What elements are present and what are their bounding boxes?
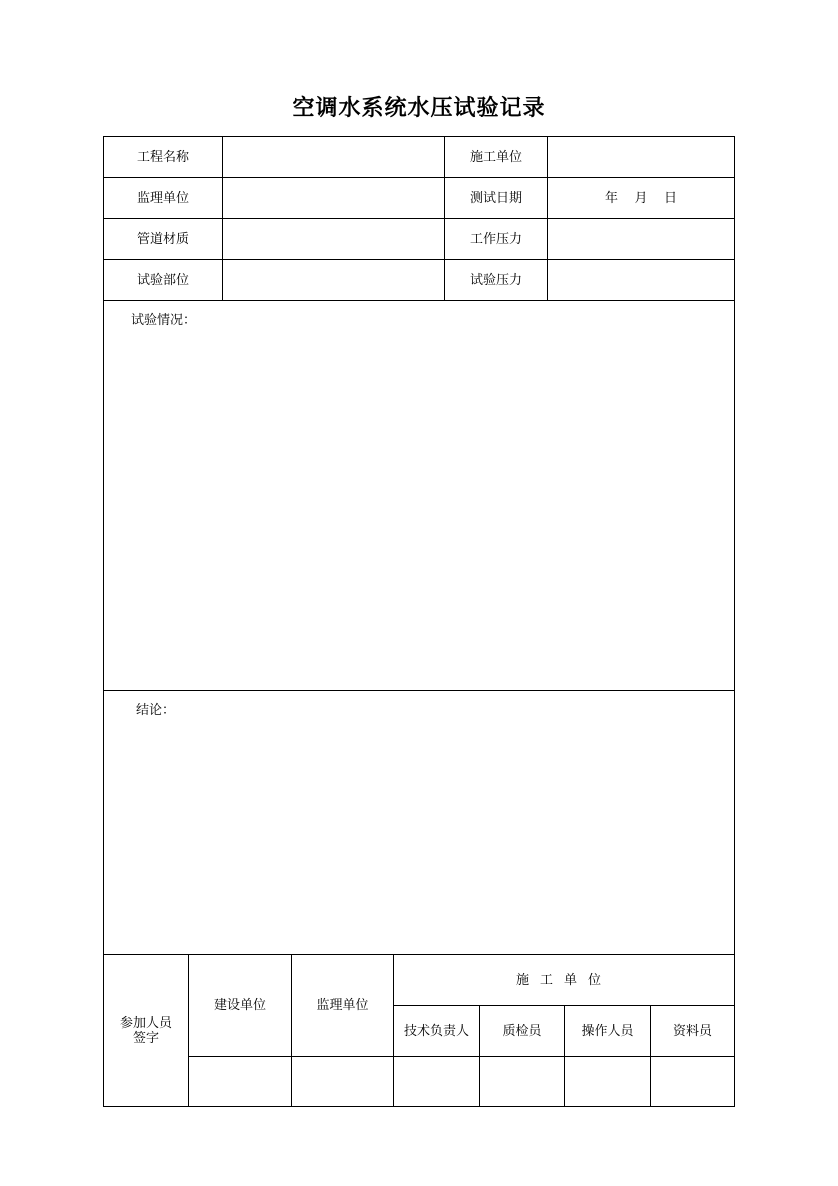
test-pressure-field[interactable] xyxy=(548,260,734,300)
contractor-field[interactable] xyxy=(548,137,734,177)
signature-technical-lead[interactable] xyxy=(394,1057,479,1106)
test-date-field[interactable]: 年 月 日 xyxy=(604,190,678,206)
participants-signature-label xyxy=(104,955,188,1106)
contractor-unit-header: 施工单位 xyxy=(515,972,612,988)
signature-construction-unit[interactable] xyxy=(189,1057,291,1106)
working-pressure-label: 工作压力 xyxy=(469,231,522,247)
construction-unit-header: 建设单位 xyxy=(213,998,266,1013)
signature-operator[interactable] xyxy=(565,1057,650,1106)
supervisor-field[interactable] xyxy=(223,178,444,218)
rule-situation-bottom xyxy=(104,690,734,691)
participants-label-line1: 参加人员 xyxy=(119,1015,172,1031)
contractor-label: 施工单位 xyxy=(469,149,522,165)
role-quality-inspector: 质检员 xyxy=(502,1023,542,1039)
signature-quality-inspector[interactable] xyxy=(480,1057,564,1106)
conclusion-label: 结论： xyxy=(136,703,176,718)
test-pressure-label: 试验压力 xyxy=(469,272,522,288)
page-title: 空调水系统水压试验记录 xyxy=(292,96,546,121)
conclusion-area[interactable] xyxy=(104,727,734,953)
participants-label-line2: 签字 xyxy=(132,1030,159,1046)
test-location-label: 试验部位 xyxy=(136,272,189,288)
pipe-material-field[interactable] xyxy=(223,219,444,259)
signature-document-clerk[interactable] xyxy=(651,1057,734,1106)
signature-supervision-unit[interactable] xyxy=(292,1057,393,1106)
working-pressure-field[interactable] xyxy=(548,219,734,259)
test-date-label: 测试日期 xyxy=(469,190,522,206)
role-technical-lead: 技术负责人 xyxy=(403,1023,469,1039)
pipe-material-label: 管道材质 xyxy=(136,231,189,247)
project-name-label: 工程名称 xyxy=(136,149,189,165)
test-situation-label: 试验情况： xyxy=(131,313,197,328)
test-situation-area[interactable] xyxy=(104,337,734,689)
role-document-clerk: 资料员 xyxy=(672,1023,712,1039)
supervisor-label: 监理单位 xyxy=(136,190,189,206)
role-operator: 操作人员 xyxy=(581,1023,634,1039)
supervision-unit-header: 监理单位 xyxy=(316,998,369,1013)
test-location-field[interactable] xyxy=(223,260,444,300)
project-name-field[interactable] xyxy=(223,137,444,177)
form-table xyxy=(103,136,735,1107)
rule-row-4 xyxy=(104,300,734,301)
